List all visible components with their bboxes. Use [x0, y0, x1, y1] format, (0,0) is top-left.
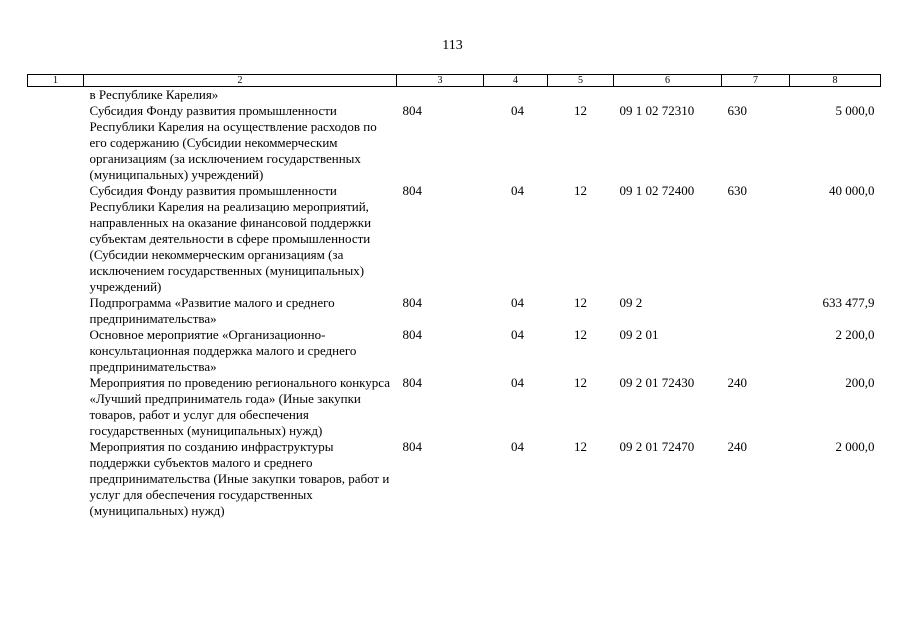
expense-type-code — [722, 295, 790, 327]
item-name: Основное мероприятие «Организационно-консультационная поддержка малого и среднего предпринимательства» — [89, 327, 357, 374]
amount: 2 200,0 — [835, 327, 875, 342]
target-article-code: 09 2 01 — [619, 327, 659, 342]
column-number: 8 — [790, 75, 881, 87]
subsection-code: 12 — [574, 183, 587, 198]
column-number: 2 — [84, 75, 397, 87]
item-name: Субсидия Фонду развития промышленности Республики Карелия на реализацию мероприятий, направленных на оказание финансовой поддержки субъектам деятельности в сфере промышленности (Субсидии некоммерческим организациям (за исключением государственных (муниципальных) учреждений) — [89, 183, 372, 294]
row-number-cell — [28, 295, 84, 327]
subsection-code: 12 — [574, 439, 587, 454]
table-row — [28, 327, 881, 375]
column-number: 7 — [722, 75, 790, 87]
target-article-code: 09 1 02 72310 — [619, 103, 695, 118]
target-article-code: 09 2 01 72430 — [619, 375, 695, 390]
expense-type-code — [722, 87, 790, 104]
expense-type-code: 240 — [727, 375, 747, 390]
table-row — [28, 439, 881, 519]
subsection-code: 12 — [574, 103, 587, 118]
table-row — [28, 375, 881, 439]
item-name: в Республике Карелия» — [89, 87, 219, 102]
table-body — [28, 87, 881, 520]
column-number: 4 — [484, 75, 548, 87]
expense-type-code — [722, 327, 790, 375]
amount: 633 477,9 — [822, 295, 875, 310]
target-article-code: 09 2 01 72470 — [619, 439, 695, 454]
subsection-code: 12 — [574, 327, 587, 342]
budget-table — [27, 74, 881, 519]
column-number: 6 — [614, 75, 722, 87]
amount: 200,0 — [845, 375, 875, 390]
column-number: 1 — [28, 75, 84, 87]
item-name: Мероприятия по проведению регионального конкурса «Лучший предприниматель года» (Иные закупки товаров, работ и услуг для обеспечения государственных (муниципальных) нужд) — [89, 375, 390, 438]
subsection-code: 12 — [574, 295, 587, 310]
target-article-code: 09 2 — [619, 295, 643, 310]
row-number-cell — [28, 87, 84, 104]
column-number-row — [28, 75, 881, 87]
amount: 40 000,0 — [829, 183, 875, 198]
table-row — [28, 183, 881, 295]
target-article-code: 09 1 02 72400 — [619, 183, 695, 198]
amount — [790, 87, 881, 104]
table-row — [28, 87, 881, 104]
ved-code: 804 — [402, 375, 422, 390]
item-name: Мероприятия по созданию инфраструктуры поддержки субъектов малого и среднего предпринимательства (Иные закупки товаров, работ и услуг для обеспечения государственных (муниципальных) нужд) — [89, 439, 390, 518]
item-name: Подпрограмма «Развитие малого и среднего предпринимательства» — [89, 295, 335, 326]
table-row — [28, 295, 881, 327]
section-code: 04 — [511, 295, 524, 310]
expense-type-code: 630 — [727, 103, 747, 118]
target-article-code — [614, 87, 722, 104]
row-number-cell — [28, 103, 84, 183]
ved-code: 804 — [402, 327, 422, 342]
ved-code — [397, 87, 484, 104]
item-name: Субсидия Фонду развития промышленности Республики Карелия на осуществление расходов по его содержанию (Субсидии некоммерческим организациям (за исключением государственных (муниципальных) учреждений) — [89, 103, 377, 182]
row-number-cell — [28, 183, 84, 295]
column-number: 5 — [548, 75, 614, 87]
row-number-cell — [28, 375, 84, 439]
section-code: 04 — [511, 103, 524, 118]
amount: 2 000,0 — [835, 439, 875, 454]
section-code: 04 — [511, 375, 524, 390]
ved-code: 804 — [402, 183, 422, 198]
section-code: 04 — [511, 183, 524, 198]
subsection-code — [548, 87, 614, 104]
expense-type-code: 240 — [727, 439, 747, 454]
page-number: 113 — [442, 38, 463, 53]
table-row — [28, 103, 881, 183]
expense-type-code: 630 — [727, 183, 747, 198]
column-number: 3 — [397, 75, 484, 87]
table-header — [28, 75, 881, 87]
row-number-cell — [28, 439, 84, 519]
row-number-cell — [28, 327, 84, 375]
section-code — [484, 87, 548, 104]
section-code: 04 — [511, 327, 524, 342]
subsection-code: 12 — [574, 375, 587, 390]
ved-code: 804 — [402, 295, 422, 310]
ved-code: 804 — [402, 103, 422, 118]
amount: 5 000,0 — [835, 103, 875, 118]
section-code: 04 — [511, 439, 524, 454]
ved-code: 804 — [402, 439, 422, 454]
